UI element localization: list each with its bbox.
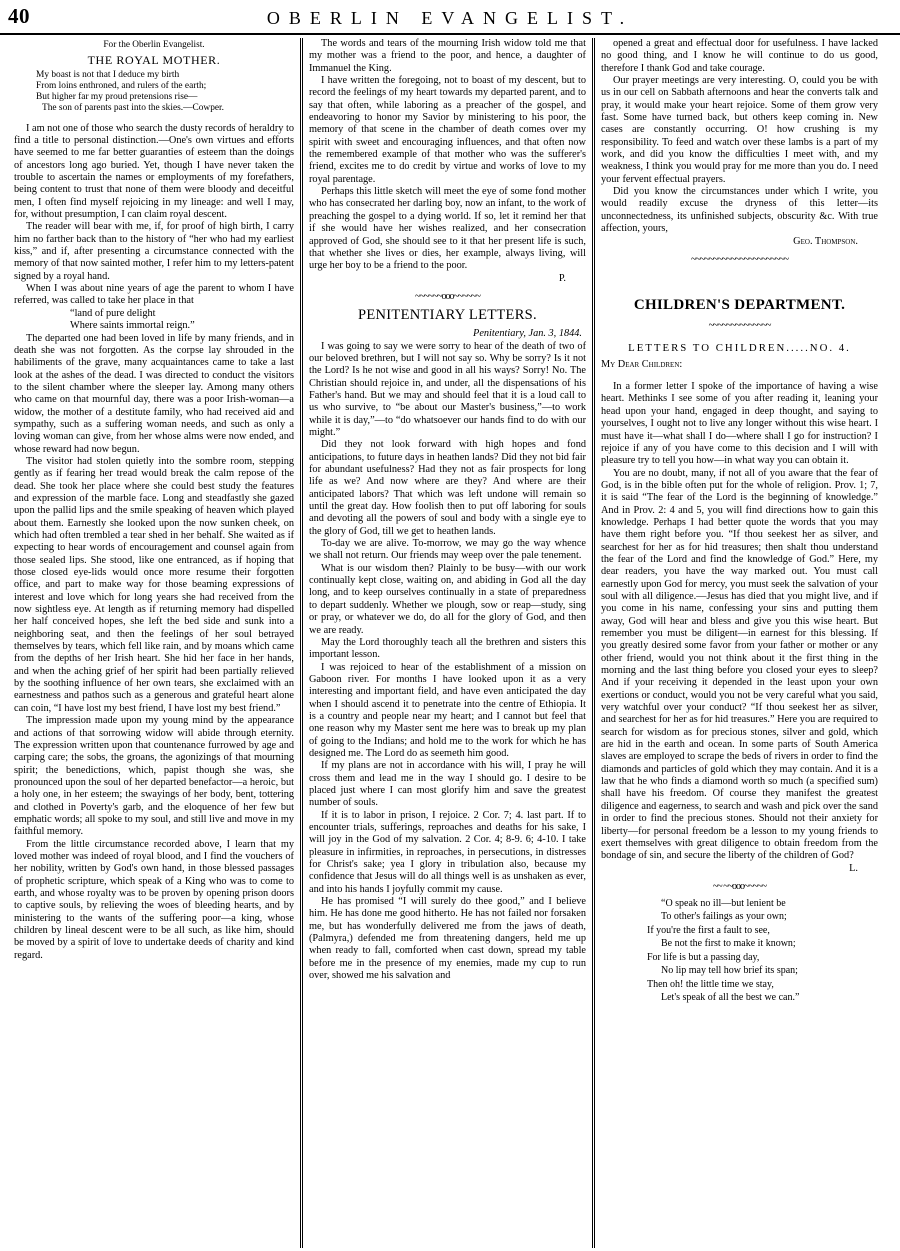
- poem-line: “O speak no ill—but lenient be: [661, 897, 786, 909]
- paragraph: To-day we are alive. To-morrow, we may go the way whence we shall not return. Our friends may weep over the pale tenement.: [309, 538, 586, 562]
- separator: ~~~~~~~~~~~~~~~~~~~~~~: [690, 253, 789, 265]
- masthead-title: OBERLIN EVANGELIST.: [266, 8, 634, 28]
- letters-heading: LETTERS TO CHILDREN.....NO. 4.: [628, 341, 851, 354]
- salutation: My Dear Children:: [601, 358, 683, 370]
- dateline: Penitentiary, Jan. 3, 1844.: [473, 328, 582, 340]
- paragraph: The impression made upon my young mind by the appearance and actions of that sorrowing widow will abide through eternity. The expression written upon that countenance furrowed by age and carping care; the sobs, the groans, the agonizings of that mourning spirit; the benedictions, which, papist though she was, she pronounced upon the soul of her departed benefactor—a heroic, but a holy one, in her esteem; the swayings of her body, bent, tottering and clothed in Poverty's garb, and the eloquence of her few but emphatic words; all spoke to my soul, and still live and move in my faithful memory.: [14, 715, 294, 838]
- verse-line: My boast is not that I deduce my birth: [36, 69, 180, 80]
- paragraph: What is our wisdom then? Plainly to be busy—with our work continually kept close, waiting on, and abiding in God all the day long, and to keep ourselves continually in a state of preparedness to depart suddenly. Whether we plough, sow or reap—study, sing or pray, or whatever we do, do all for the glory of God, and then we are ready.: [309, 562, 586, 636]
- poem-line: Then oh! the little time we stay,: [647, 978, 774, 990]
- poem-line: For life is but a passing day,: [647, 951, 760, 963]
- header-rule: [0, 33, 900, 35]
- separator: ~~~~~~ooo~~~~~~: [415, 290, 480, 302]
- columns: [8, 38, 892, 1248]
- article-title: THE ROYAL MOTHER.: [87, 53, 221, 68]
- poem-line: Let's speak of all the best we can.”: [661, 992, 800, 1004]
- page-number: 40: [8, 4, 30, 28]
- closing-poem: [601, 897, 878, 1005]
- paragraph: You are no doubt, many, if not all of you aware that the fear of God, is in the bible often put for the whole of religion. Prov. 1; 7, it is said “The fear of the Lord is the beginning of knowledge.” And in Prov. 2: 4 and 5, you will find directions how to gain this knowledge. Perhaps I had better quote the words that you may have them right before you. “If thou seekest her as silver, and searchest for her as for hid treasures; then shalt thou understand the fear of the Lord and find the knowledge of God.” Here, my dear readers, you have the way marked out. You must call earnestly upon God for mercy, you must seek the salvation of your soul with all diligence.—Jesus has died that you might live, and if you come in his name, confessing your sins and putting them away, God will hear and bless and give you this wise heart. But remember you must be diligent—in earnest for this blessing. If you greatly desired some favor from your father or mother or any other friend, would you not think about it the first thing in the morning and the last thing before you closed your eyes to sleep? And if your receiving it depended in the least upon your own exertions or conduct, would you not be very careful what you said, very watchful over your conduct? “If thou seekest her as silver, and searchest for her as for hid treasures.” Here you are required to search for wisdom as for precious stones, silver and gold, which are hid in the earth and ocean. In some parts of South America slaves are employed to scrape the beds of rivers in order to find the diamonds and particles of gold which they may contain. And it is a law that he who finds a diamond worth so much (a specified sum) shall have his freedom. Of course they manifest the greatest diligence and eagerness, to search and wash and pick over the sand in order to find the precious stones. Should not their anxiety for liberty—for personal freedom be a lesson to my young friends to exert themselves with great diligence to obtain freedom from the bondage of sin, and secure the liberty of the children of God?: [601, 467, 878, 862]
- section-heading: PENITENTIARY LETTERS.: [358, 306, 537, 323]
- paragraph: The words and tears of the mourning Irish widow told me that my mother was a friend to the poor, and hence, a daughter of Immanuel the King.: [309, 38, 586, 74]
- paragraph: I was rejoiced to hear of the establishment of a mission on Gaboon river. For months I have looked upon it as a very interesting and important field, and have even anticipated the day when I should ascend it to penetrate into the centre of Ethiopia. It is a country and people near my heart; and I cannot but feel that one reason why my Master sent me here was to break up my plan of going to the Indians; and hold me to the work for which he has designed me. The Lord do as seemeth him good.: [309, 661, 586, 759]
- paragraph: opened a great and effectual door for usefulness. I have lacked no good thing, and I know he will continue to do us good, therefore I thank God and take courage.: [601, 38, 878, 74]
- signature: Geo. Thompson.: [793, 235, 858, 247]
- quote-line: Where saints immortal reign.”: [70, 320, 195, 332]
- paragraph: In a former letter I spoke of the importance of having a wise heart. Methinks I see some of you after reading it, leaning your head upon your hand, engaged in deep thought, and saying to yourselves, I ought not to live any longer without this wise heart. I must have it—what shall I do—where shall I go for instruction? I rejoice if any of you have come to this decision and I will with pleasure try to tell you how—in what way you can obtain it.: [601, 381, 878, 467]
- column-3: [592, 38, 884, 1248]
- signature: L.: [849, 862, 858, 874]
- signature: P.: [558, 272, 566, 284]
- verse-line: But higher far my proud pretensions rise—: [36, 92, 198, 103]
- paragraph: If my plans are not in accordance with his will, I pray he will cross them and lead me in the way I should go. I desire to be placed just where I can most glorify him and save the greatest number of souls.: [309, 760, 586, 809]
- epigraph-verse: [14, 70, 294, 115]
- quote-line: “land of pure delight: [70, 307, 156, 319]
- paragraph: May the Lord thoroughly teach all the brethren and sisters this important lesson.: [309, 636, 586, 661]
- paragraph: I have written the foregoing, not to boast of my descent, but to record the feelings of my heart towards my departed parent, and to say that often, while laboring as a preacher of the gospel, and endeavoring to honor my Savior by ministering to his poor, the memory of that scene in the chamber of death comes over my spirit with sweet and encouraging influences, and that often now the remembered example of that mother who was the sufferer's friend, excites me to do credit by virtue and works of love to my royal parentage.: [309, 75, 586, 185]
- poem-line: If you're the first a fault to see,: [647, 924, 770, 936]
- article-byline: For the Oberlin Evangelist.: [103, 40, 205, 50]
- paragraph: From the little circumstance recorded above, I learn that my loved mother was indeed of royal blood, and I find the vouchers of her nobility, written by God's own hand, in those blessed passages of prophetic scripture, which speak of a King who was to come to earth, and whose royalty was to be proven by opening prison doors to captive souls, by relieving the woes of bleeding hearts, and by ministering to the wants of the suffering poor—a king, whose children by lineal descent were to be all such, as like him, should be moved by a spirit of love to undertake deeds of charity and kind regard.: [14, 838, 294, 961]
- verse-line: From loins enthroned, and rulers of the earth;: [36, 80, 207, 91]
- column-1: [8, 38, 300, 1248]
- paragraph: I was going to say we were sorry to hear of the death of two of our beloved brethren, but I will not say so. Why be sorry? Is it not the Lord? Is he not wise and good in all his ways? Sorry! No. The Christian should rejoice in, and under, all the dispensations of his Father's hand. But we may and should feel that it is a loud call to us who survive, to “be about our Master's business,”—to work while it is day,”—to “do whatsoever our hands find to do with our might.”: [309, 340, 586, 439]
- separator: ~~ ~~ooo~~~~~: [712, 880, 767, 892]
- paragraph: Our prayer meetings are very interesting. O, could you be with us in our cell on Sabbath afternoons and hear the converts talk and pray, it would make your heart rejoice. Some of them grow very fast. Some have turned back, but others keep coming in. New cases are constantly occurring. O! how crushing is my responsibility. To feed and watch over these lambs is a part of my work, and did you know the difficulties I meet with, and my weakness, I think you would pray for me more than you do. I need your fervent effectual prayers.: [601, 75, 878, 185]
- paragraph: I am not one of those who search the dusty records of heraldry to find a title to personal distinction.—One's own virtues and efforts have seemed to me far better guaranties of esteem than the doings of ancestors long ago buried. Yet, though I have never taken the trouble to ascertain the names or employments of my forefathers, being content to trust that none of them were bloody and deceitful men, I often find myself rejoicing in my lineage: and well I may, for, without presumption, I can claim royal descent.: [14, 122, 294, 221]
- paragraph: When I was about nine years of age the parent to whom I have referred, was called to take her place in that: [14, 283, 294, 307]
- paragraph: Perhaps this little sketch will meet the eye of some fond mother who has consecrated her darling boy, now an infant, to the work of preaching the gospel to a dying world. If so, let it remind her that if she would have her wishes realized, and her consecration approved of God, she should see to it that her present life is such, that whether she lives or dies, her example, always living, will urge her boy to be a friend to the poor.: [309, 186, 586, 272]
- verse-line: The son of parents past into the skies.—Cowper.: [42, 103, 225, 114]
- separator: ~~~~~~~~~~~~~~: [708, 319, 771, 331]
- page-header: [8, 4, 892, 32]
- paragraph: Did you know the circumstances under which I write, you would readily excuse the dryness of this letter—its unconnectedness, its unfinished subjects, obscurity &c. With true affection, yours,: [601, 186, 878, 235]
- inline-quote: [14, 308, 294, 333]
- poem-line: To other's failings as your own;: [661, 911, 787, 923]
- paragraph: If it is to labor in prison, I rejoice. 2 Cor. 7; 4. last part. If to encounter trials, sufferings, reproaches and deaths for his sake, I will joy in the God of my salvation. 2 Cor. 4; 8-9. 6; 4-10. I take pleasure in infirmities, in reproaches, in persecutions, in distresses for Christ's sake; yea I glory in tribulation also, because my confidence that Jesus will do all things well is as unshaken as ever, and into his hands I joyfully commit my cause.: [309, 809, 586, 895]
- column-2: [300, 38, 592, 1248]
- paragraph: The reader will bear with me, if, for proof of high birth, I carry him no farther back than to the history of “her who had my earliest kiss,” and if, after presenting a circumstance connected with the memory of that now sainted mother, I refer him to my letters-patent signed by a royal hand.: [14, 221, 294, 282]
- poem-line: No lip may tell how brief its span;: [661, 965, 798, 977]
- paragraph: He has promised “I will surely do thee good,” and I believe him. He has done me good hitherto. He has not failed nor forsaken me, but has wonderfully delivered me from the jaws of death,(Palmyra,) defended me from threatening dangers, held me up when ready to fall, comforted when cast down, spread my table before me in the presence of my enemies, made my cup to run over, showed me his salvation and: [309, 896, 586, 982]
- poem-line: Be not the first to make it known;: [661, 938, 796, 950]
- paragraph: Did they not look forward with high hopes and fond anticipations, to future days in heathen lands? Did they not bid fair for abundant usefulness? Had they not as fair prospects for long life as we? And now where are they? And where are their anticipated labors? That which was left undone will remain so until the great day. How foolish then to put off laboring for souls and devoting all the powers of soul and body with a single eye to the glory of God, till we get to heathen lands.: [309, 439, 586, 537]
- section-heading: CHILDREN'S DEPARTMENT.: [633, 296, 846, 313]
- paragraph: The visitor had stolen quietly into the sombre room, stepping gently as if fearing her tread would break the calm repose of the dead. She took her place where she could best study the features and expression of the marble face. Long and steadfastly she gazed upon the pallid lips and the smile speaking of heaven which played about them. Earnestly she looked upon the now sunken cheek, on which had often trembled a tear shed in her behalf. She waited as if expecting to hear words of encouragement and counsel again from those sealed lips. She stood, like one entranced, as if hoping that those closed eye-lids would once more resume their forgotten office, and part to make way for those beaming expressions of interest and love which for long years she had received from the now sightless eye. At length as if returning memory had dispelled her half conceived hopes, she left the bed side and sunk into a neighboring seat, and then the feelings of her soul betrayed themselves by tears, which fell like rain, and by moans which came from the depths of her Irish heart. She hid her face in her hands, and when the aching grief of her spirit had been partially relieved by the soothing influence of her own tears, she exclaimed with an earnestness and pathos such as a generous and grateful heart alone can coin, “I have lost my best friend, I have lost my best friend.”: [14, 455, 294, 714]
- paragraph: The departed one had been loved in life by many friends, and in death she was not forgotten. As the corpse lay shrouded in the habiliments of the grave, many acquaintances came to take a last look at the ashes of the dead. I was directed to conduct the visitors to the silent chamber where the sleeper lay. Among many others who came on that mournful day, there was a poor Irish-woman—a widow, the mother of a destitute family, who had received aid and sympathy, such as a suffering woman needs, and such as only a loving woman can give, from her whose alms were now ended, and whose reward had now begun.: [14, 332, 294, 455]
